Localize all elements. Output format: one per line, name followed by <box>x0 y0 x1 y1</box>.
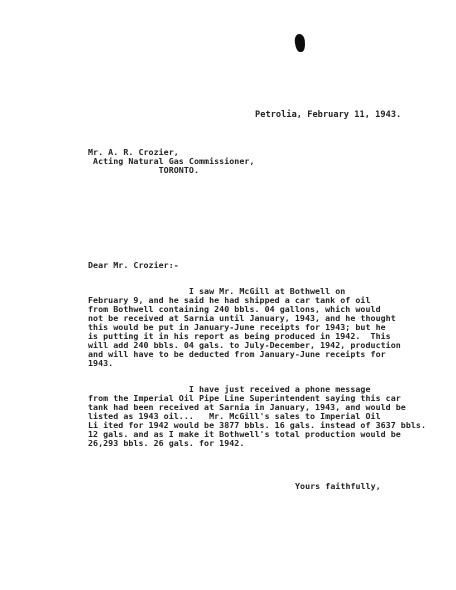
ink-blot-mark <box>294 34 306 53</box>
recipient-city: TORONTO. <box>88 165 199 175</box>
paragraph-2-line: I have just received a phone message <box>88 384 371 394</box>
recipient-name: Mr. A. R. Crozier, <box>88 147 179 157</box>
paragraph-1-line: 1943. <box>88 358 114 368</box>
paragraph-1-line: I saw Mr. McGill at Bothwell on <box>88 286 346 296</box>
salutation: Dear Mr. Crozier:- <box>88 260 179 270</box>
paragraph-1-line: this would be put in January-June receipts for 1943; but he <box>88 322 386 332</box>
closing: Yours faithfully, <box>295 481 381 491</box>
paragraph-1-line: not be received at Sarnia until January, 1943, and he thought <box>88 313 396 323</box>
paragraph-2-line: tank had been received at Sarnia in January, 1943, and would be <box>88 402 406 412</box>
paragraph-1-line: will add 240 bbls. 04 gals. to July-December, 1942, production <box>88 340 401 350</box>
date-line: Petrolia, February 11, 1943. <box>255 110 402 120</box>
paragraph-1-line: and will have to be deducted from January-June receipts for <box>88 349 386 359</box>
recipient-title: Acting Natural Gas Commissioner, <box>88 156 255 166</box>
paragraph-1-line: from Bothwell containing 240 bbls. 04 gallons, which would <box>88 304 381 314</box>
paragraph-2-line: Li ited for 1942 would be 3877 bbls. 16 gals. instead of 3637 bbls. <box>88 420 427 430</box>
paragraph-2-line: 12 gals. and as I make it Bothwell's total production would be <box>88 429 401 439</box>
paragraph-1-line: is putting it in his report as being produced in 1942. This <box>88 331 391 341</box>
paragraph-2-line: from the Imperial Oil Pipe Line Superintendent saying this car <box>88 393 401 403</box>
paragraph-1-line: February 9, and he said he had shipped a car tank of oil <box>88 295 371 305</box>
paragraph-2-line: listed as 1943 oil... Mr. McGill's sales to Imperial Oil <box>88 411 381 421</box>
paragraph-2-line: 26,293 bbls. 26 gals. for 1942. <box>88 438 245 448</box>
